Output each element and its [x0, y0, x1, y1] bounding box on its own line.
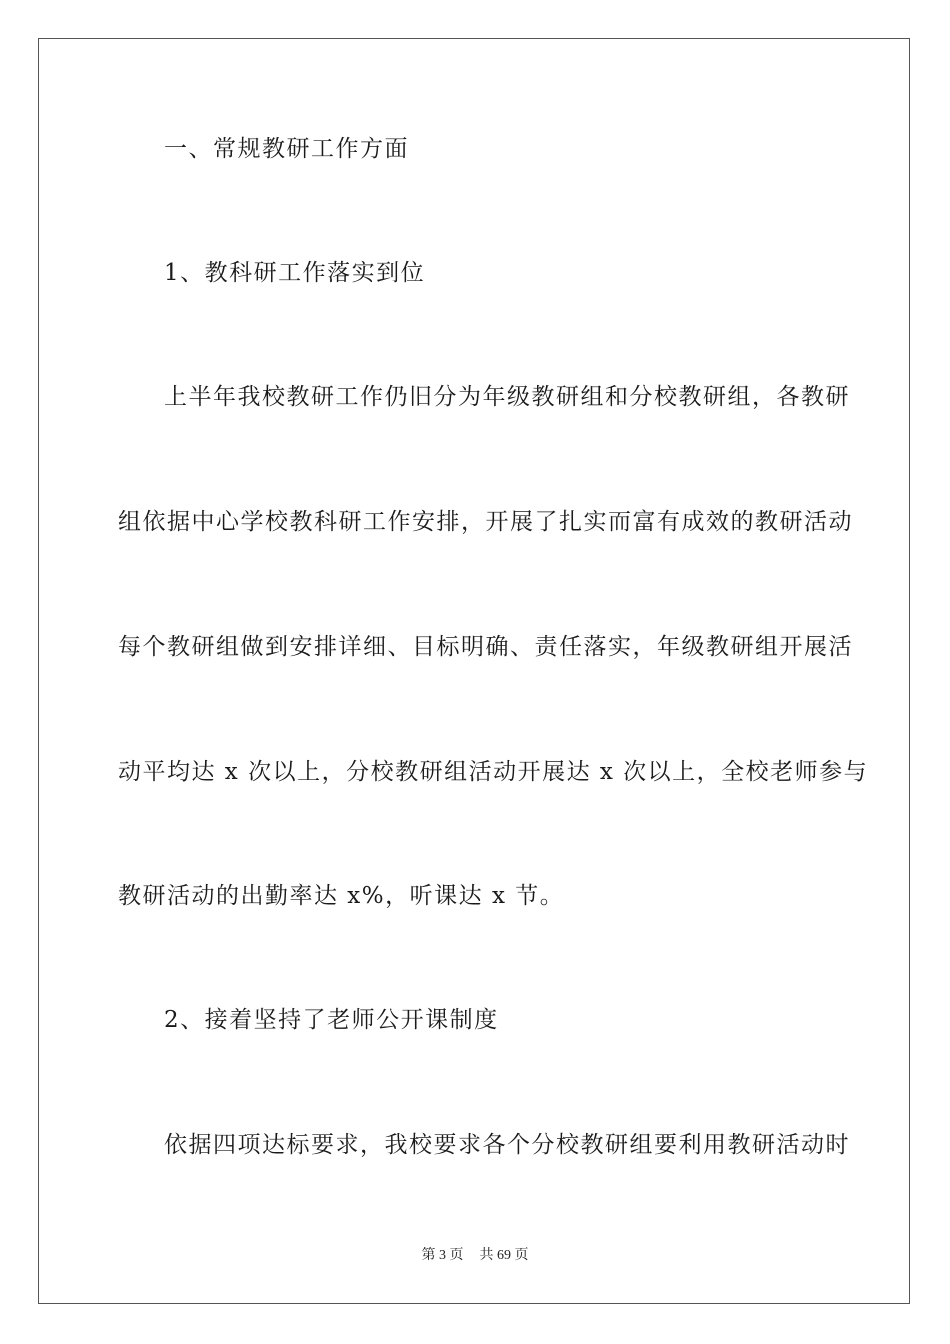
section-heading: 一、常规教研工作方面 [164, 136, 409, 162]
subsection-heading-2: 2、接着坚持了老师公开课制度 [164, 1007, 499, 1033]
paragraph-line: 动平均达 x 次以上，分校教研组活动开展达 x 次以上，全校老师参与 [118, 759, 869, 785]
paragraph-line: 组依据中心学校教科研工作安排，开展了扎实而富有成效的教研活动 [118, 509, 853, 535]
page-border [38, 38, 910, 1304]
paragraph-line: 每个教研组做到安排详细、目标明确、责任落实，年级教研组开展活 [118, 634, 853, 660]
paragraph-line: 教研活动的出勤率达 x%，听课达 x 节。 [118, 883, 565, 909]
page-total: 共 69 页 [479, 1248, 529, 1263]
paragraph-line: 依据四项达标要求，我校要求各个分校教研组要利用教研活动时 [164, 1132, 850, 1158]
page-number: 第 3 页 [421, 1248, 464, 1263]
subsection-heading-1: 1、教科研工作落实到位 [164, 260, 426, 286]
page-footer [0, 1247, 950, 1265]
paragraph-line: 上半年我校教研工作仍旧分为年级教研组和分校教研组，各教研 [164, 384, 850, 410]
